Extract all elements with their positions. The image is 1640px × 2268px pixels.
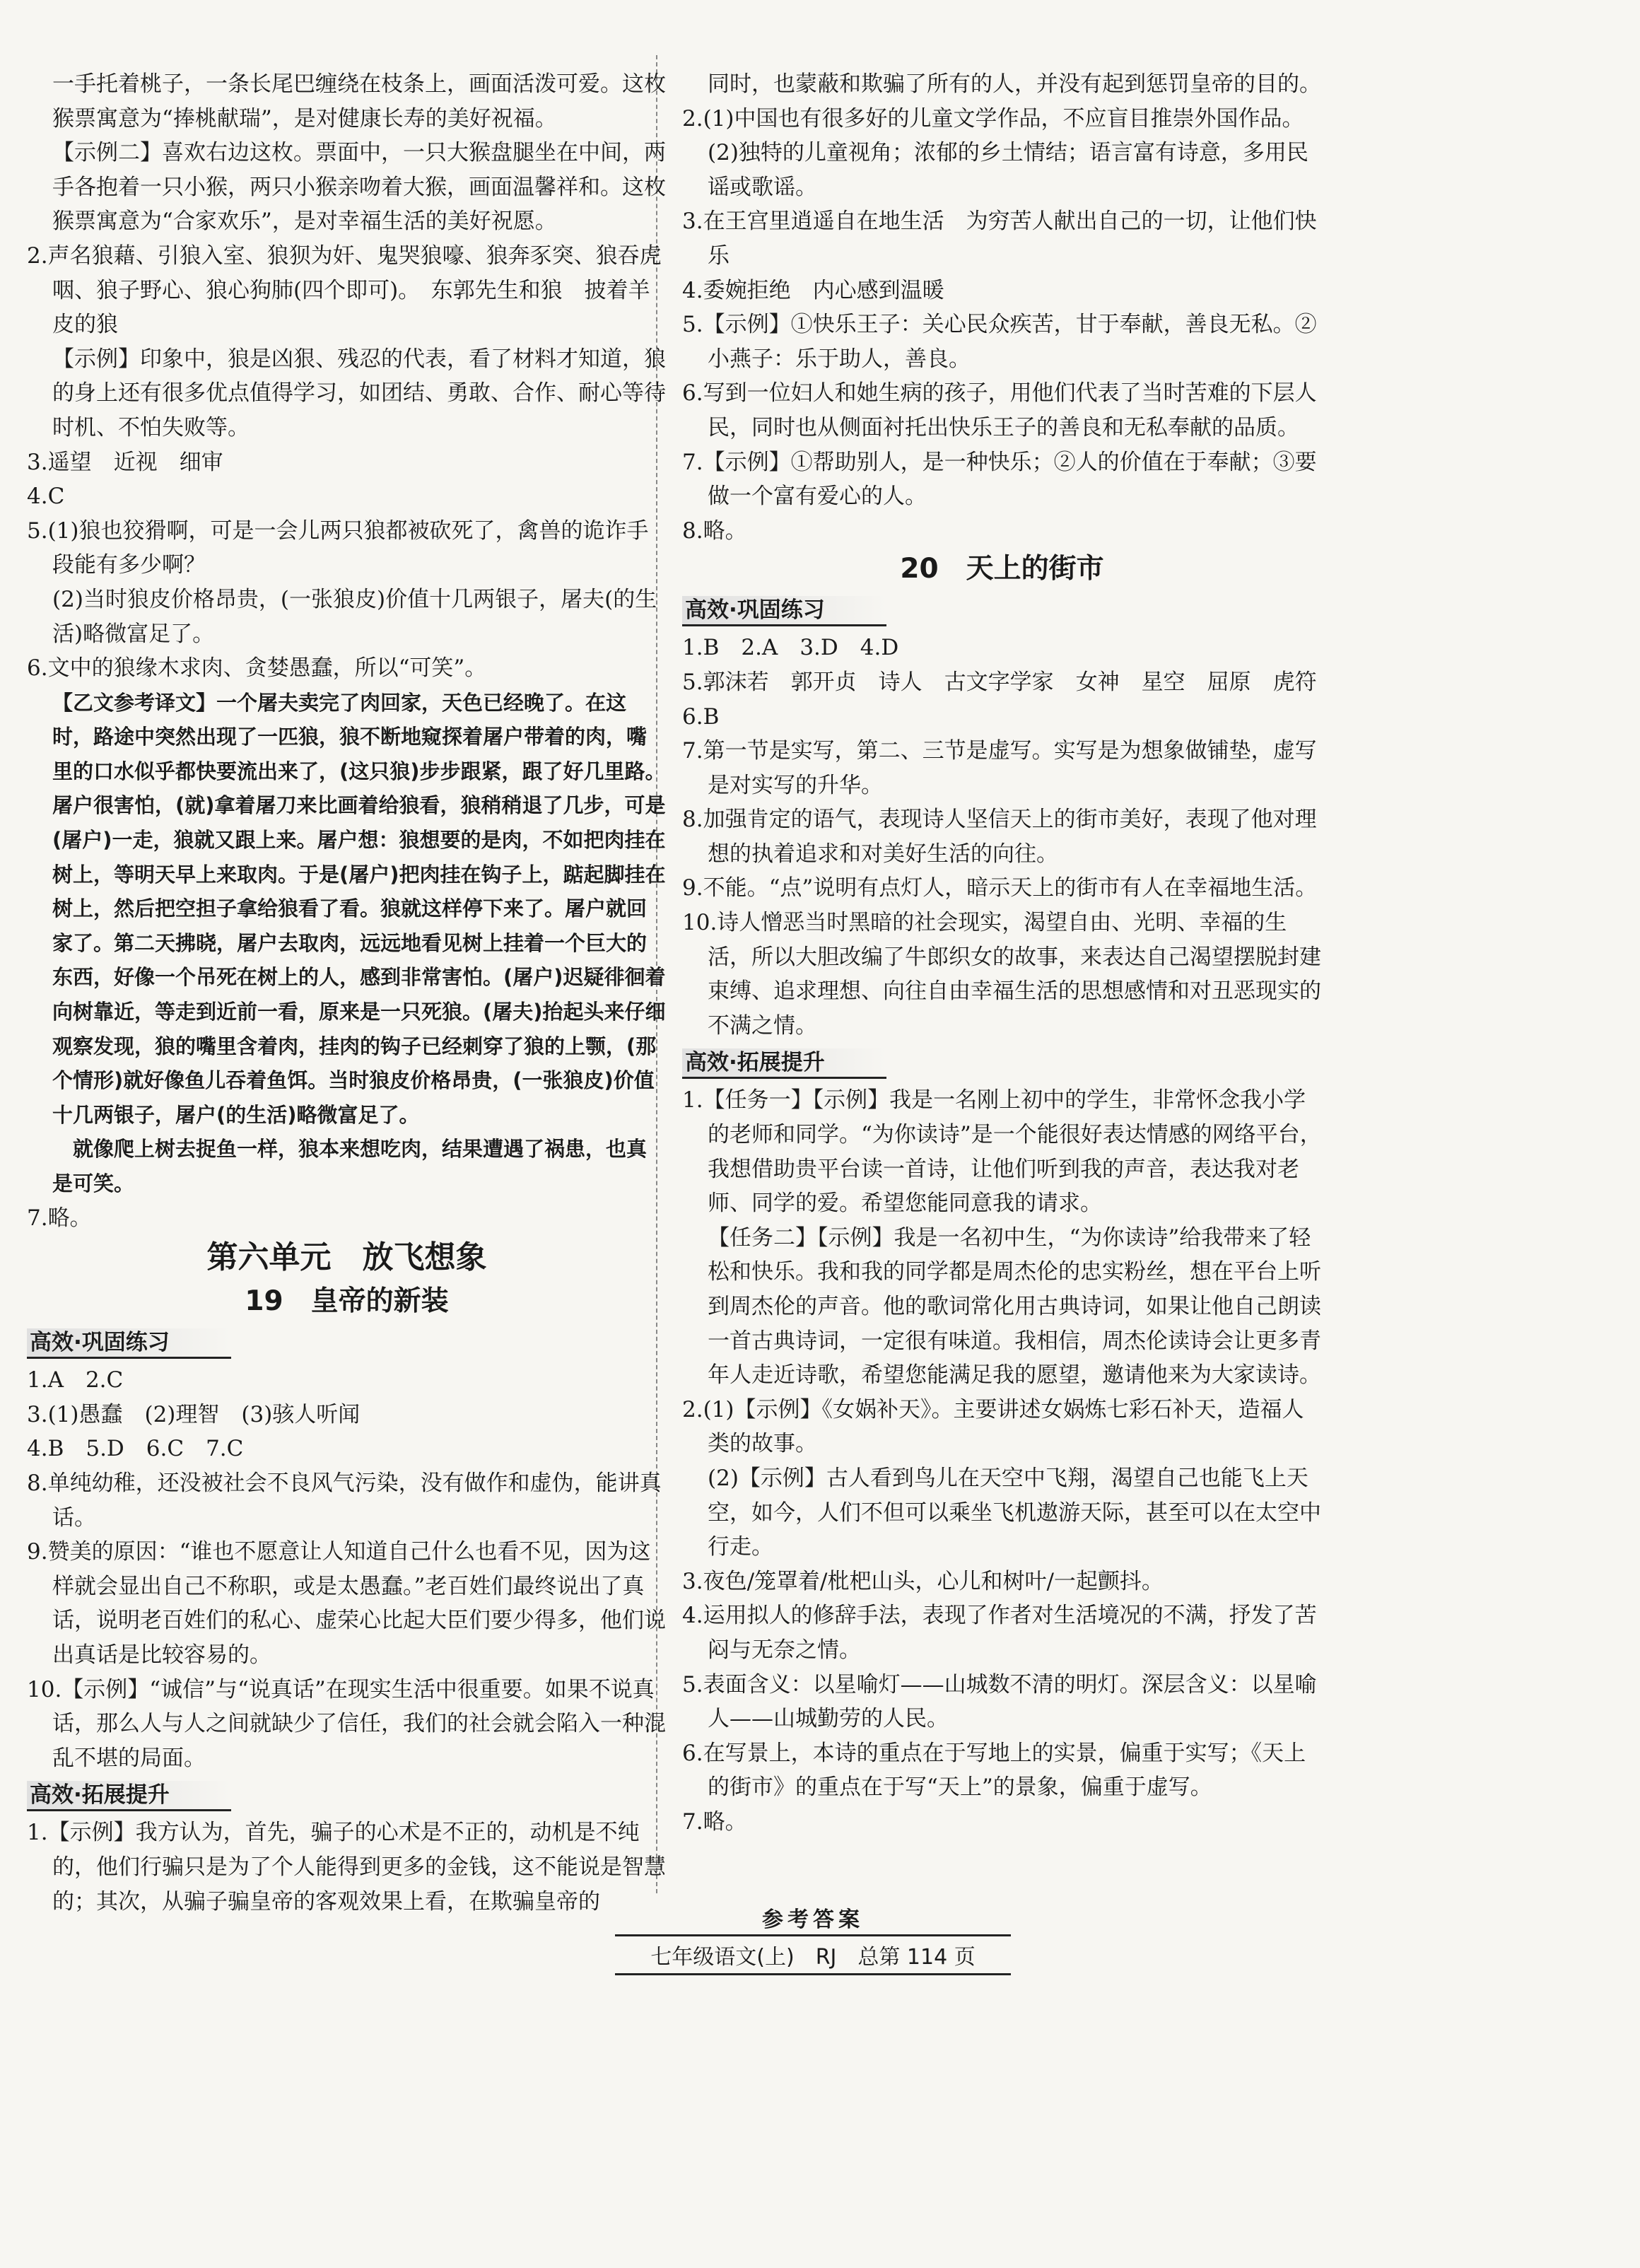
- answer-text: 【任务二】【示例】我是一名初中生，“为你读诗”给我带来了轻松和快乐。我和我的同学都是周杰伦的忠实粉丝，想在平台上听到周杰伦的声音。他的歌词常化用古典诗词，如果让他自己朗读一首古典诗词，一定很有味道。我相信，周杰伦读诗会让更多青年人走近诗歌，希望您能满足我的愿望，邀请他来为大家读诗。: [708, 1224, 1321, 1389]
- answer-text: 10.【示例】“诚信”与“说真话”在现实生活中很重要。如果不说真话，那么人与人之间就缺少了信任，我们的社会就会陷入一种混乱不堪的局面。: [27, 1676, 666, 1771]
- answer-text: 1.B 2.A 3.D 4.D: [682, 635, 899, 661]
- answer-text: 3.在王宫里逍遥自在地生活 为穷苦人献出自己的一切，让他们快乐: [682, 209, 1317, 269]
- answer-text: 1.【示例】我方认为，首先，骗子的心术是不正的，动机是不纯的，他们行骗只是为了个人能得到更多的金钱，这不能说是智慧的；其次，从骗子骗皇帝的客观效果上看，在欺骗皇帝的: [27, 1820, 666, 1915]
- answer-text: 3.(1)愚蠢 (2)理智 (3)骇人听闻: [27, 1401, 361, 1427]
- answer-text: 6.B: [682, 703, 720, 730]
- answer-text: 一手托着桃子，一条长尾巴缠绕在枝条上，画面活泼可爱。这枚猴票寓意为“捧桃献瑞”，是对健康长寿的美好祝福。: [52, 71, 666, 131]
- answer-text: 就像爬上树去捉鱼一样，狼本来想吃肉，结果遭遇了祸患，也真是可笑。: [52, 1137, 648, 1196]
- lesson-title: 19 皇帝的新装: [245, 1285, 449, 1318]
- answer-text: 9.赞美的原因：“谁也不愿意让人知道自己什么也看不见，因为这样就会显出自己不称职，或是太愚蠢。”老百姓们最终说出了真话，说明老百姓们的私心、虚荣心比起大臣们要少得多，他们说出真话是比较容易的。: [27, 1539, 666, 1668]
- answer-text: 8.单纯幼稚，还没被社会不良风气污染，没有做作和虚伪，能讲真话。: [27, 1470, 662, 1531]
- answer-text: 4.C: [27, 484, 65, 510]
- answer-text: 5.郭沫若 郭开贞 诗人 古文字学家 女神 星空 屈原 虎符: [682, 669, 1317, 695]
- answer-text: 5.(1)狼也狡猾啊，可是一会儿两只狼都被砍死了，禽兽的诡诈手段能有多少啊？: [27, 518, 649, 578]
- answer-text: 4.委婉拒绝 内心感到温暖: [682, 277, 944, 303]
- answer-text: 7.第一节是实写，第二、三节是虚写。实写是为想象做铺垫，虚写是对实写的升华。: [682, 738, 1317, 798]
- section-banner: 高效·巩固练习: [682, 596, 886, 626]
- answer-text: 3.夜色/笼罩着/枇杷山头，心儿和树叶/一起颤抖。: [682, 1568, 1164, 1594]
- answer-text: 6.写到一位妇人和她生病的孩子，用他们代表了当时苦难的下层人民，同时也从侧面衬托出快乐王子的善良和无私奉献的品质。: [682, 380, 1317, 440]
- section-banner: 高效·拓展提升: [27, 1781, 231, 1811]
- section-banner: 高效·拓展提升: [682, 1048, 886, 1079]
- answer-text: 【示例二】喜欢右边这枚。票面中，一只大猴盘腿坐在中间，两手各抱着一只小猴，两只小猴亲吻着大猴，画面温馨祥和。这枚猴票寓意为“合家欢乐”，是对幸福生活的美好祝愿。: [52, 140, 666, 235]
- answer-text: 4.B 5.D 6.C 7.C: [27, 1436, 244, 1462]
- answer-text: 1.【任务一】【示例】我是一名刚上初中的学生，非常怀念我小学的老师和同学。“为你读诗”是一个能很好表达情感的网络平台，我想借助贵平台读一首诗，让他们听到我的声音，表达我对老师、同学的爱。希望您能同意我的请求。: [682, 1087, 1322, 1217]
- section-banner: 高效·巩固练习: [27, 1328, 231, 1359]
- page-footer: [495, 1902, 1131, 1975]
- answer-text: 2.(1)【示例】《女娲补天》。主要讲述女娲炼七彩石补天，造福人类的故事。: [682, 1396, 1304, 1457]
- right-column: [682, 67, 1322, 1840]
- answer-text: 8.略。: [682, 518, 747, 544]
- answer-text: 【示例】印象中，狼是凶狠、残忍的代表，看了材料才知道，狼的身上还有很多优点值得学习，如团结、勇敢、合作、耐心等待时机、不怕失败等。: [52, 346, 666, 440]
- left-column: [27, 67, 667, 1919]
- footer-page-info: 七年级语文(上) RJ 总第 114 页: [615, 1939, 1011, 1975]
- answer-text: 7.略。: [682, 1808, 747, 1835]
- answer-text: 1.A 2.C: [27, 1367, 124, 1393]
- answer-text: 10.诗人憎恶当时黑暗的社会现实，渴望自由、光明、幸福的生活，所以大胆改编了牛郎织女的故事，来表达自己渴望摆脱封建束缚、追求理想、向往自由幸福生活的思想感情和对丑恶现实的不满之情。: [682, 910, 1321, 1039]
- lesson-title: 20 天上的街市: [900, 553, 1104, 585]
- answer-text: 4.运用拟人的修辞手法，表现了作者对生活境况的不满，抒发了苦闷与无奈之情。: [682, 1603, 1317, 1663]
- answer-text: 9.不能。“点”说明有点灯人，暗示天上的街市有人在幸福地生活。: [682, 875, 1318, 901]
- answer-text: 3.遥望 近视 细审: [27, 449, 223, 475]
- answer-text: 7.略。: [27, 1205, 92, 1231]
- answer-text: 5.【示例】①快乐王子：关心民众疾苦，甘于奉献，善良无私。②小燕子：乐于助人，善良。: [682, 312, 1317, 372]
- answer-text: 同时，也蒙蔽和欺骗了所有的人，并没有起到惩罚皇帝的目的。: [708, 71, 1321, 97]
- answer-text: (2)当时狼皮价格昂贵，(一张狼皮)价值十几两银子，屠夫(的生活)略微富足了。: [52, 586, 657, 647]
- answer-text: 2.(1)中国也有很多好的儿童文学作品，不应盲目推崇外国作品。: [682, 105, 1304, 131]
- footer-title: 参考答案: [615, 1902, 1011, 1936]
- answer-text: 6.在写景上，本诗的重点在于写地上的实景，偏重于实写；《天上的街市》的重点在于写“天上”的景象，偏重于虚写。: [682, 1740, 1306, 1801]
- unit-title: 第六单元 放飞想象: [206, 1239, 487, 1276]
- answer-text: 【乙文参考译文】一个屠夫卖完了肉回家，天色已经晚了。在这时，路途中突然出现了一匹狼，狼不断地窥探着屠户带着的肉，嘴里的口水似乎都快要流出来了，(这只狼)步步跟紧，跟了好几里路。屠户很害怕，(就)拿着屠刀来比画着给狼看，狼稍稍退了几步，可是(屠户)一走，狼就又跟上来。屠户想：狼想要的是肉，不如把肉挂在树上，等明天早上来取肉。于是(屠户)把肉挂在钩子上，踮起脚挂在树上，然后把空担子拿给狼看了看。狼就这样停下来了。屠户就回家了。第二天拂晓，屠户去取肉，远远地看见树上挂着一个巨大的东西，好像一个吊死在树上的人，感到非常害怕。(屠户)迟疑徘徊着向树靠近，等走到近前一看，原来是一只死狼。(屠夫)抬起头来仔细观察发现，狼的嘴里含着肉，挂肉的钩子已经刺穿了狼的上颚，(那个情形)就好像鱼儿吞着鱼饵。当时狼皮价格昂贵，(一张狼皮)价值十几两银子，屠户(的生活)略微富足了。: [52, 690, 666, 1127]
- answer-text: 6.文中的狼缘木求肉、贪婪愚蠢，所以“可笑”。: [27, 655, 487, 682]
- answer-text: 8.加强肯定的语气，表现诗人坚信天上的街市美好，表现了他对理想的执着追求和对美好生活的向往。: [682, 807, 1317, 867]
- answer-text: 2.声名狼藉、引狼入室、狼狈为奸、鬼哭狼嚎、狼奔豕突、狼吞虎咽、狼子野心、狼心狗肺(四个即可)。 东郭先生和狼 披着羊皮的狼: [27, 242, 662, 338]
- answer-text: (2)独特的儿童视角；浓郁的乡土情结；语言富有诗意，多用民谣或歌谣。: [708, 140, 1308, 200]
- answer-text: 7.【示例】①帮助别人，是一种快乐；②人的价值在于奉献；③要做一个富有爱心的人。: [682, 449, 1317, 510]
- answer-text: 5.表面含义：以星喻灯——山城数不清的明灯。深层含义：以星喻人——山城勤劳的人民。: [682, 1671, 1317, 1732]
- answer-text: (2)【示例】古人看到鸟儿在天空中飞翔，渴望自己也能飞上天空，如今，人们不但可以乘坐飞机遨游天际，甚至可以在太空中行走。: [708, 1465, 1321, 1560]
